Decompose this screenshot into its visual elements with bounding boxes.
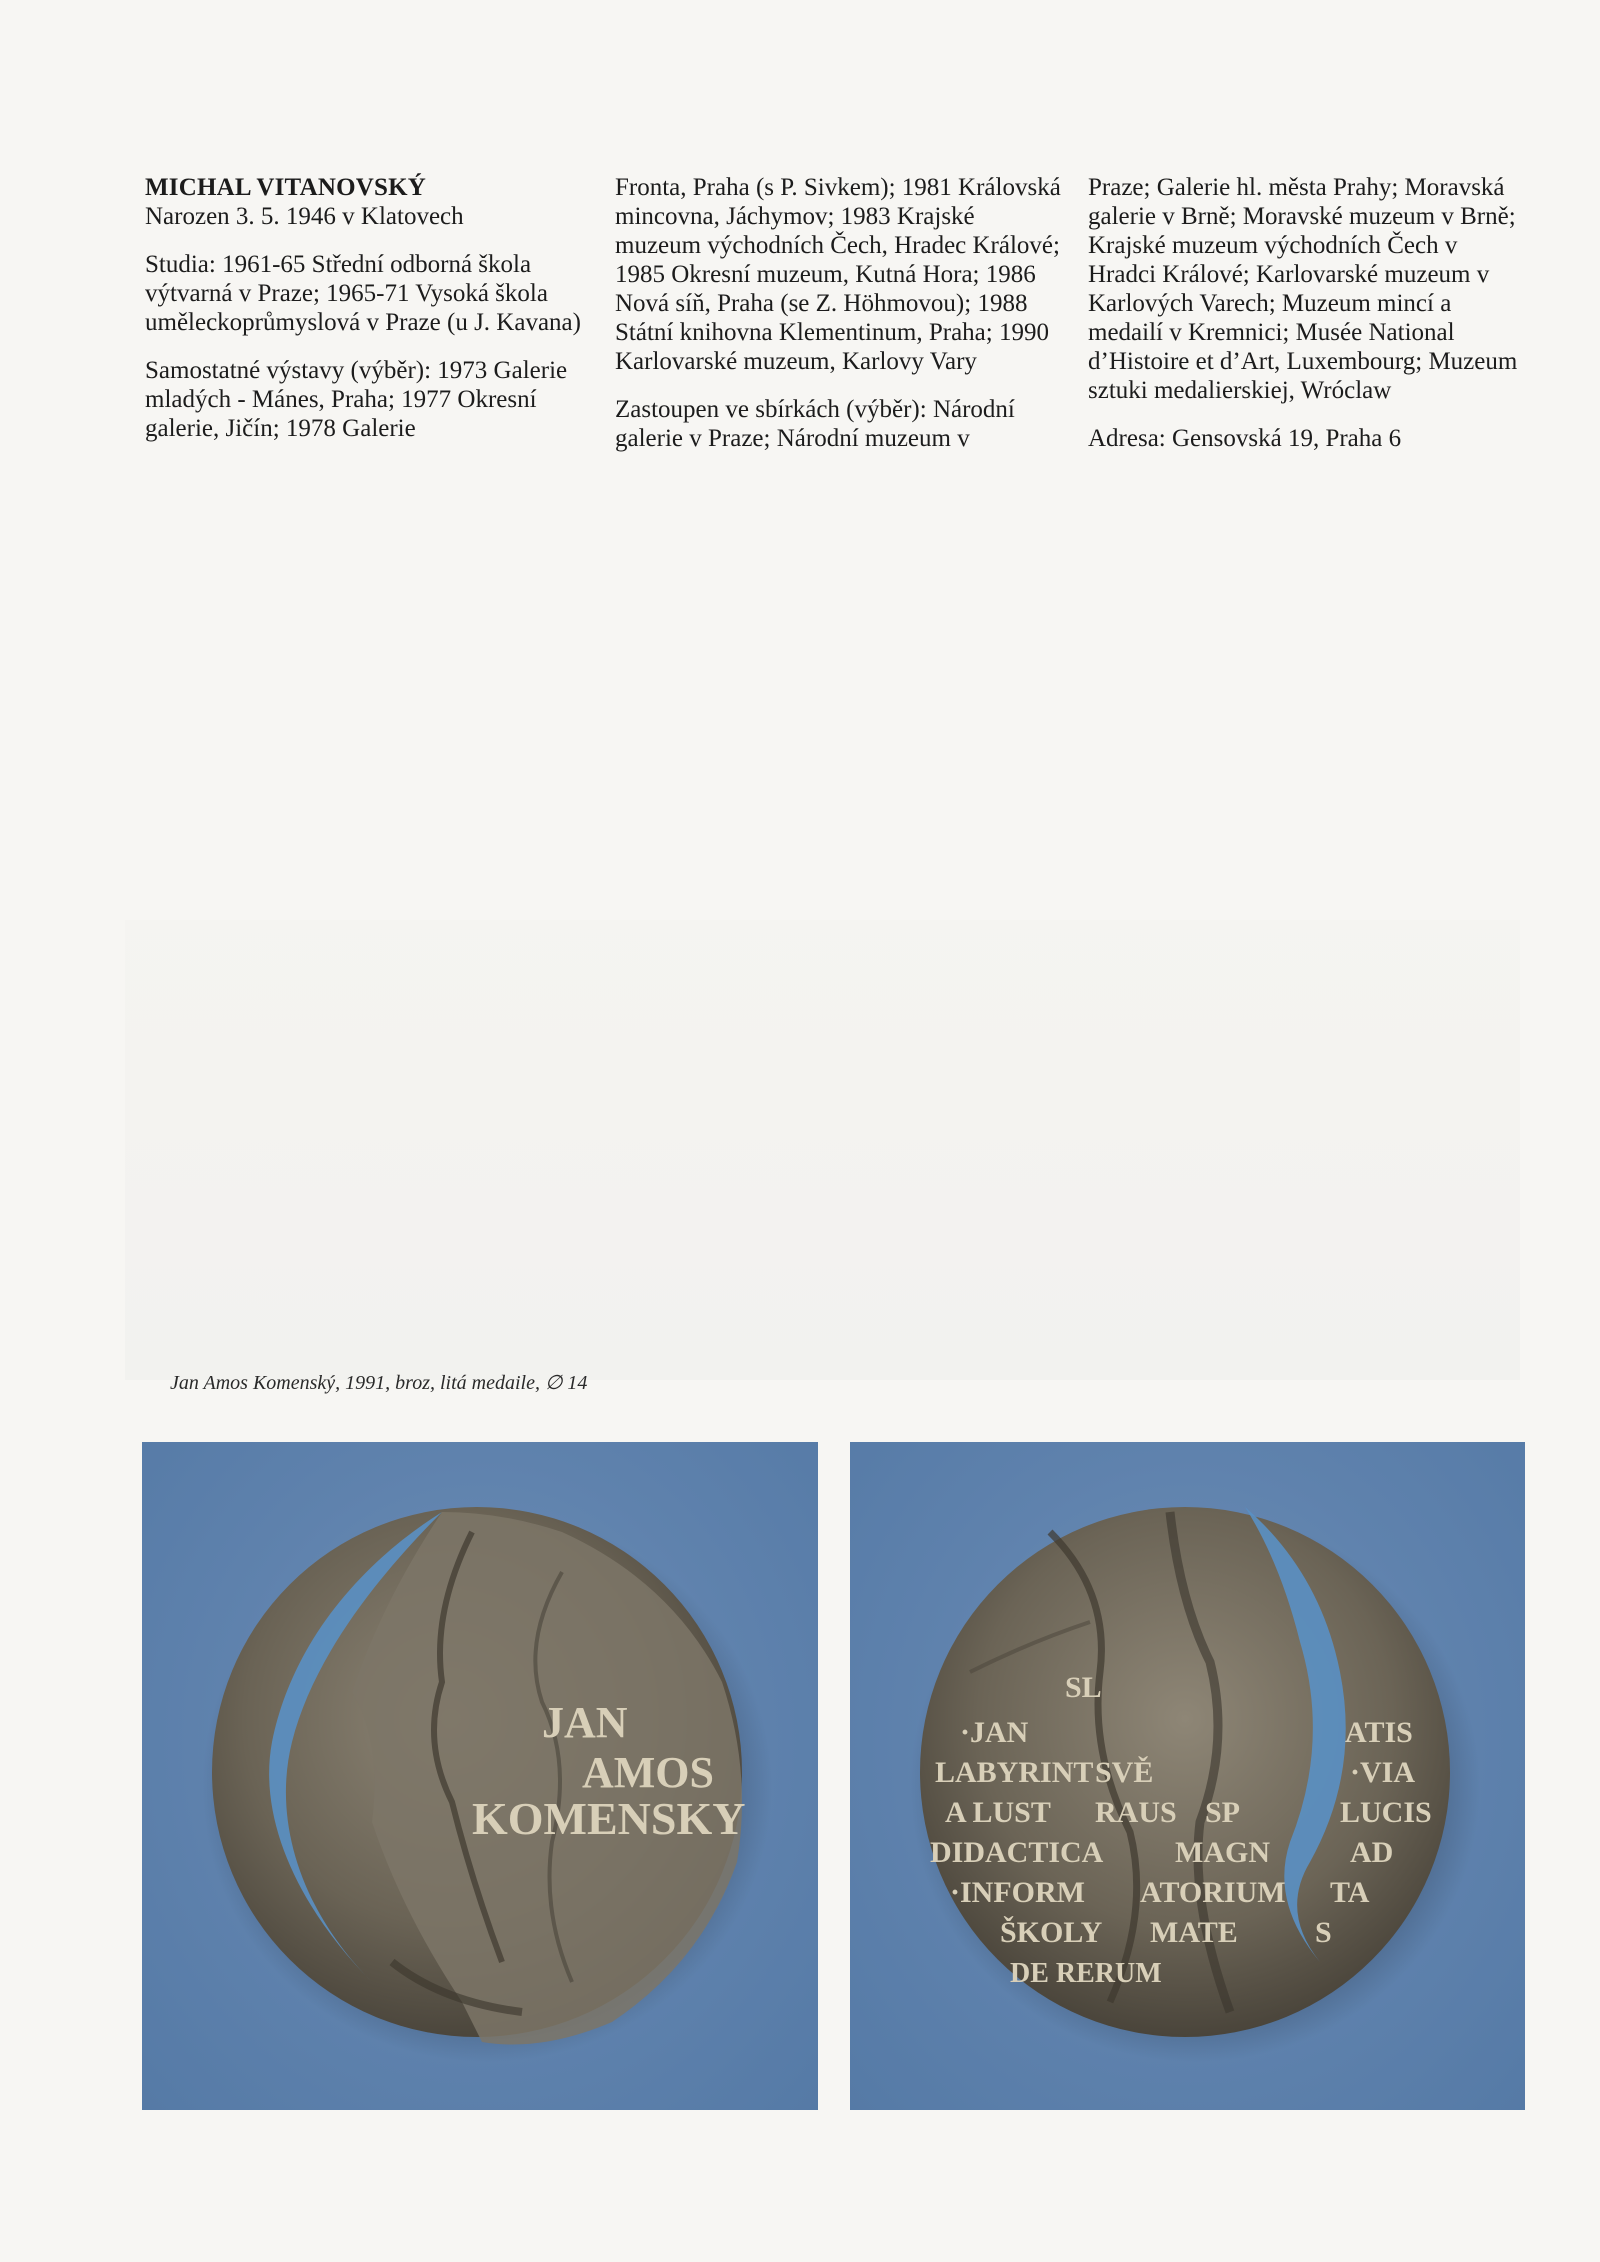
medal-reverse-word: ·JAN	[960, 1716, 1029, 1749]
medal-reverse-word: LABYRINT	[935, 1756, 1094, 1789]
medal-reverse-word: SP	[1205, 1796, 1241, 1829]
medal-reverse-photo	[850, 1442, 1525, 2110]
artist-exhibitions-part1: Samostatné výstavy (výběr): 1973 Galerie mladých - Mánes, Praha; 1977 Okresní galerie, Jičín; 1978 Galerie	[145, 357, 568, 442]
bleed-through-background	[125, 920, 1520, 1380]
text-column-1	[145, 173, 585, 462]
medal-reverse-word: MAGN	[1175, 1836, 1270, 1869]
medal-reverse-word: ·INFORM	[950, 1876, 1085, 1909]
text-column-3	[1088, 173, 1528, 472]
medal-reverse-word: ·VIA	[1350, 1756, 1416, 1789]
artist-collections-part1: Zastoupen ve sbírkách (výběr): Národní galerie v Praze; Národní muzeum v	[615, 396, 1015, 452]
medal-reverse-word: ATIS	[1345, 1716, 1413, 1749]
artist-exhibitions-part2: Fronta, Praha (s P. Sivkem); 1981 Královská mincovna, Jáchymov; 1983 Krajské muzeum východních Čech, Hradec Králové; 1985 Okresní muzeum, Kutná Hora; 1986 Nová síň, Praha (se Z. Höhmovou); 1988 Státní knihovna Klementinum, Praha; 1990 Karlovarské muzeum, Karlovy Vary	[615, 174, 1061, 375]
medal-reverse-word: MATE	[1150, 1916, 1238, 1949]
photo-caption: Jan Amos Komenský, 1991, broz, litá medaile, ∅ 14	[170, 1372, 588, 1394]
medal-reverse-word: S	[1315, 1916, 1332, 1949]
medal-reverse-word: TA	[1330, 1876, 1370, 1909]
medal-obverse-photo	[142, 1442, 818, 2110]
artist-collections-part2: Praze; Galerie hl. města Prahy; Moravská galerie v Brně; Moravské muzeum v Brně; Krajské muzeum východních Čech v Hradci Králové; Karlovarské muzeum v Karlových Varech; Muzeum mincí a medailí v Kremnici; Musée National d’Histoire et d’Art, Luxembourg; Muzeum sztuki medalierskiej, Wróclaw	[1088, 174, 1518, 404]
medal-obverse-line-2: AMOS	[582, 1748, 714, 1797]
artist-birth: Narozen 3. 5. 1946 v Klatovech	[145, 203, 464, 230]
artist-studies: Studia: 1961-65 Střední odborná škola výtvarná v Praze; 1965-71 Vysoká škola uměleckoprůmyslová v Praze (u J. Kavana)	[145, 251, 581, 336]
medal-obverse-image	[142, 1442, 818, 2110]
medal-reverse-word: ŠKOLY	[1000, 1916, 1103, 1949]
medal-reverse-word: DE RERUM	[1010, 1958, 1162, 1989]
medal-reverse-word: SL	[1065, 1671, 1102, 1704]
medal-obverse-line-1: JAN	[542, 1698, 628, 1747]
medal-reverse-word: DIDACTICA	[930, 1836, 1104, 1869]
artist-address: Adresa: Gensovská 19, Praha 6	[1088, 425, 1402, 452]
medal-reverse-word: ATORIUM	[1140, 1876, 1286, 1909]
medal-obverse-line-3: KOMENSKY	[472, 1793, 746, 1844]
text-column-2	[615, 173, 1065, 472]
medal-reverse-word: SVĚ	[1095, 1756, 1154, 1789]
medal-reverse-word: LUCIS	[1340, 1796, 1432, 1829]
medal-reverse-word: A LUST	[945, 1796, 1051, 1829]
artist-name: MICHAL VITANOVSKÝ	[145, 174, 426, 201]
medal-reverse-word: AD	[1350, 1836, 1394, 1869]
medal-reverse-word: RAUS	[1095, 1796, 1177, 1829]
medal-reverse-image	[850, 1442, 1525, 2110]
